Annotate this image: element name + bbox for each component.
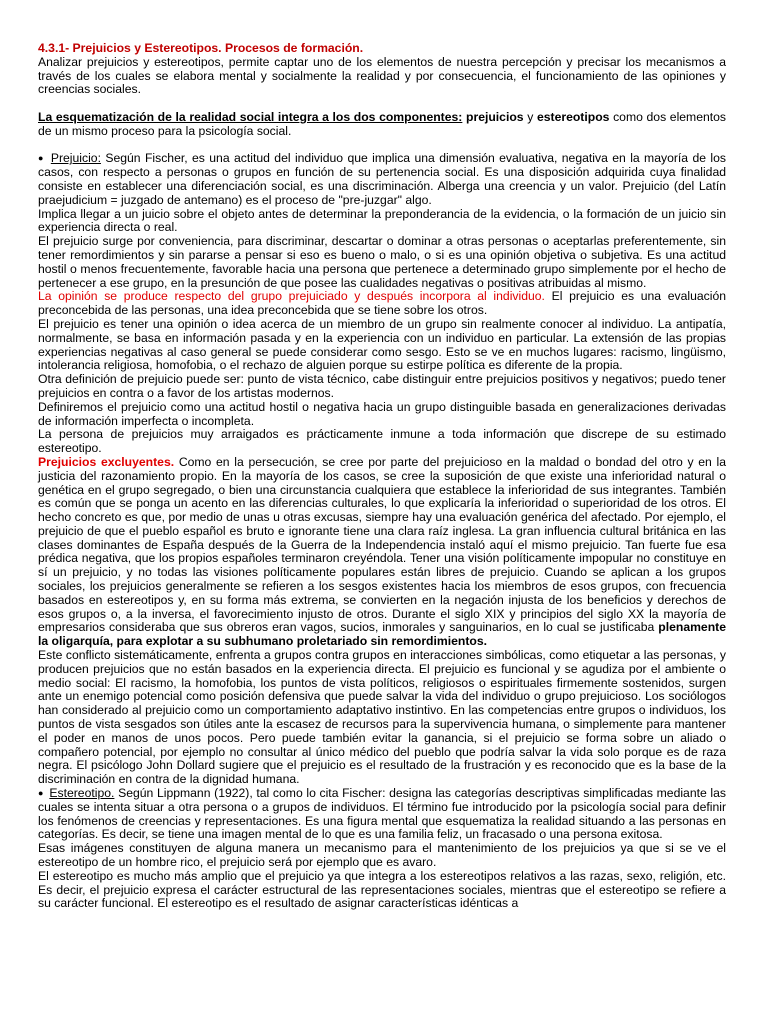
- excluyentes-bold-text: plenamente la oligarquía, para explotar a su subhumano proletariado sin remordimientos.: [38, 620, 726, 649]
- estereotipo-definition: [38, 787, 726, 842]
- prejuicio-definition: [38, 152, 726, 207]
- schema-tail: como dos elementos de un mismo proceso para la psicología social.: [38, 109, 727, 138]
- section-title: [38, 42, 726, 56]
- prejuicios-excluyentes-paragraph: [38, 456, 726, 649]
- prejuicio-paragraph-8: La persona de prejuicios muy arraigados es prácticamente inmune a toda información que discrepe de su estimado estereotipo.: [38, 427, 726, 456]
- prejuicio-paragraph-2: Implica llegar a un juicio sobre el objeto antes de determinar la preponderancia de la evidencia, o la formación de un juicio sin experiencia directa o real.: [38, 206, 726, 235]
- prejuicio-paragraph-10: Este conflicto sistemáticamente, enfrenta a grupos contra grupos en interacciones simbólicas, como etiquetar a las personas, y producen prejuicios que no están basados en la experiencia directa. El prejuicio es funcional y se agudiza por el ambiente o medio social: El racismo, la homofobia, los puntos de vista políticos, religiosos o espirituales firmemente sostenidos, surgen ante un enemigo potencial como posición defensiva que puede salvar la vida del individuo o grupo prejuicioso. Los sociólogos han considerado al prejuicio como un comportamiento adaptativo instintivo. En las competencias entre grupos o individuos, los puntos de vista sesgados son útiles ante la escasez de recursos para la supervivencia humana, o simplemente para mantener el poder en manos de unos pocos. Pero puede también evitar la ganancia, si el prejuicio se forma sobre un aliado o compañero potencial, por ejemplo no consultar al único médico del pueblo que podría salvar la vida solo porque es de raza negra. El psicólogo John Dollard sugiere que el prejuicio es el resultado de la frustración y es reconocido que es la base de la discriminación en contra de la dignidad humana.: [38, 648, 726, 787]
- prejuicio-paragraph-3: El prejuicio surge por conveniencia, para discriminar, descartar o dominar a otras personas o aceptarlas preferentemente, sin tener remordimientos y sin pararse a pensar si eso es bueno o malo, o si es una opinión objetiva o subjetiva. Es una actitud hostil o menos frecuentemente, favorable hacia una persona que pertenece a determinado grupo simplemente por el hecho de pertenecer a ese grupo, en la presunción de que posee las cualidades negativas o positivas atribuidas al mismo.: [38, 234, 726, 290]
- prejuicio-paragraph-6: Otra definición de prejuicio puede ser: punto de vista técnico, cabe distinguir entre prejuicios positivos y negativos; puedo tener prejuicios en contra o a favor de los artistas modernos.: [38, 372, 726, 400]
- estereotipo-label: Estereotipo.: [49, 786, 115, 801]
- prejuicio-p4-rest: El prejuicio es una evaluación preconcebida de las personas, una idea preconcebida que se tiene sobre los otros.: [38, 289, 727, 318]
- spacer: [38, 139, 726, 153]
- schema-connector: y: [527, 109, 534, 124]
- section-title-text: 4.3.1- Prejuicios y Estereotipos. Procesos de formación.: [38, 41, 364, 55]
- excluyentes-label: Prejuicios excluyentes.: [38, 454, 175, 469]
- schema-term-prejuicios: prejuicios: [466, 109, 524, 124]
- schema-term-estereotipos: estereotipos: [536, 109, 610, 124]
- excluyentes-text: Como en la persecución, se cree por parte del prejuicioso en la maldad o bondad del otro y en la justicia del razonamiento propio. En la mayoría de los casos, se cree la suposición de que existe una inferioridad natural o genética en el grupo segregado, o bien una circunstancia cualquiera que establece la inferioridad de sus integrantes. También es común que se ponga un acento en las diferencias culturales, lo que explicaría la inferioridad o superioridad de los otros. El hecho concreto es que, por medio de unas u otras excusas, siempre hay una evaluación genérica del afectado. Por ejemplo, el prejuicio de que el pueblo español es bruto e ignorante tiene una clara raíz inglesa. La gran influencia cultural británica en las clases dominantes de España después de la Guerra de la Independencia instaló aquí el mismo prejuicio. Tan fuerte fue esa prédica negativa, que los propios españoles terminaron creyéndola. Tener una visión políticamente impopular no constituye en sí un prejuicio, y no todas las visiones políticamente populares están libres de prejuicio. Cuando se aplican a los grupos sociales, los prejuicios generalmente se refieren a los sesgos existentes hacia los miembros de esos grupos, con frecuencia basados en estereotipos y, en su forma más extrema, se convierten en la negación injusta de los beneficios y derechos de esos grupos o, a la inversa, el favorecimiento injusto de otros. Durante el siglo XIX y principios del siglo XX la mayoría de empresarios consideraba que sus obreros eran vagos, sucios, inmorales y sanguinarios, en lo cual se justificaba: [38, 454, 727, 635]
- spacer: [38, 97, 726, 111]
- prejuicio-paragraph-4: [38, 290, 726, 318]
- schema-heading: La esquematización de la realidad social integra a los dos componentes:: [38, 109, 463, 124]
- prejuicio-red-statement: La opinión se produce respecto del grupo prejuiciado y después incorpora al individuo.: [38, 289, 545, 304]
- prejuicio-def-text: Según Fischer, es una actitud del individuo que implica una dimensión evaluativa, negativa en la mayoría de los casos, con respecto a personas o grupos en función de su pertenencia social. Es una disposición adquirida cuya finalidad consiste en establecer una diferenciación social, es una discriminación. Alberga una creencia y un valor. Prejuicio (del Latín praejudicium = juzgado de antemano) es el proceso de "pre-juzgar" algo.: [38, 151, 726, 207]
- schema-paragraph: [38, 111, 726, 139]
- prejuicio-paragraph-7: Definiremos el prejuicio como una actitud hostil o negativa hacia un grupo distinguible basada en generalizaciones derivadas de información imperfecta o incompleta.: [38, 399, 726, 428]
- estereotipo-def-text: Según Lippmann (1922), tal como lo cita Fischer: designa las categorías descriptivas simplificadas mediante las cuales se intenta situar a otra persona o a grupos de individuos. El término fue introducido por la psicología social para definir los fenómenos de creencias y representaciones. Es una figura mental que esquematiza la realidad situando a las personas en categorías. Es decir, se tiene una imagen mental de lo que es una familia feliz, un fracasado o una persona exitosa.: [38, 786, 727, 842]
- bullet-icon: ●: [38, 788, 44, 799]
- bullet-icon: ●: [38, 153, 45, 164]
- prejuicio-label: Prejuicio:: [50, 151, 101, 166]
- prejuicio-paragraph-5: El prejuicio es tener una opinión o idea acerca de un miembro de un grupo sin realmente conocer al individuo. La antipatía, normalmente, se basa en información pasada y en la experiencia con un individuo en particular. La extensión de las propias experiencias negativas al caso general se puede considerar como sesgo. Esto se ve en muchos lugares: racismo, lingüismo, intolerancia religiosa, homofobia, o el rechazo de alguien porque su estirpe política es diferente de la propia.: [38, 316, 726, 373]
- document-page: [38, 42, 726, 911]
- estereotipo-paragraph-2: Esas imágenes constituyen de alguna manera un mecanismo para el mantenimiento de los prejuicios ya que si se ve el estereotipo de un hombre rico, el prejuicio será por ejemplo que es avaro.: [38, 841, 726, 870]
- estereotipo-paragraph-3: El estereotipo es mucho más amplio que el prejuicio ya que integra a los estereotipos relativos a las razas, sexo, religión, etc. Es decir, el prejuicio expresa el carácter estructural de las representaciones sociales, mientras que el estereotipo se refiere a su carácter funcional. El estereotipo es el resultado de asignar características idénticas a: [38, 868, 726, 911]
- intro-paragraph: Analizar prejuicios y estereotipos, permite captar uno de los elementos de nuestra percepción y precisar los mecanismos a través de los cuales se elabora mental y socialmente la realidad y por consecuencia, el funcionamiento de las opiniones y creencias sociales.: [38, 54, 726, 97]
